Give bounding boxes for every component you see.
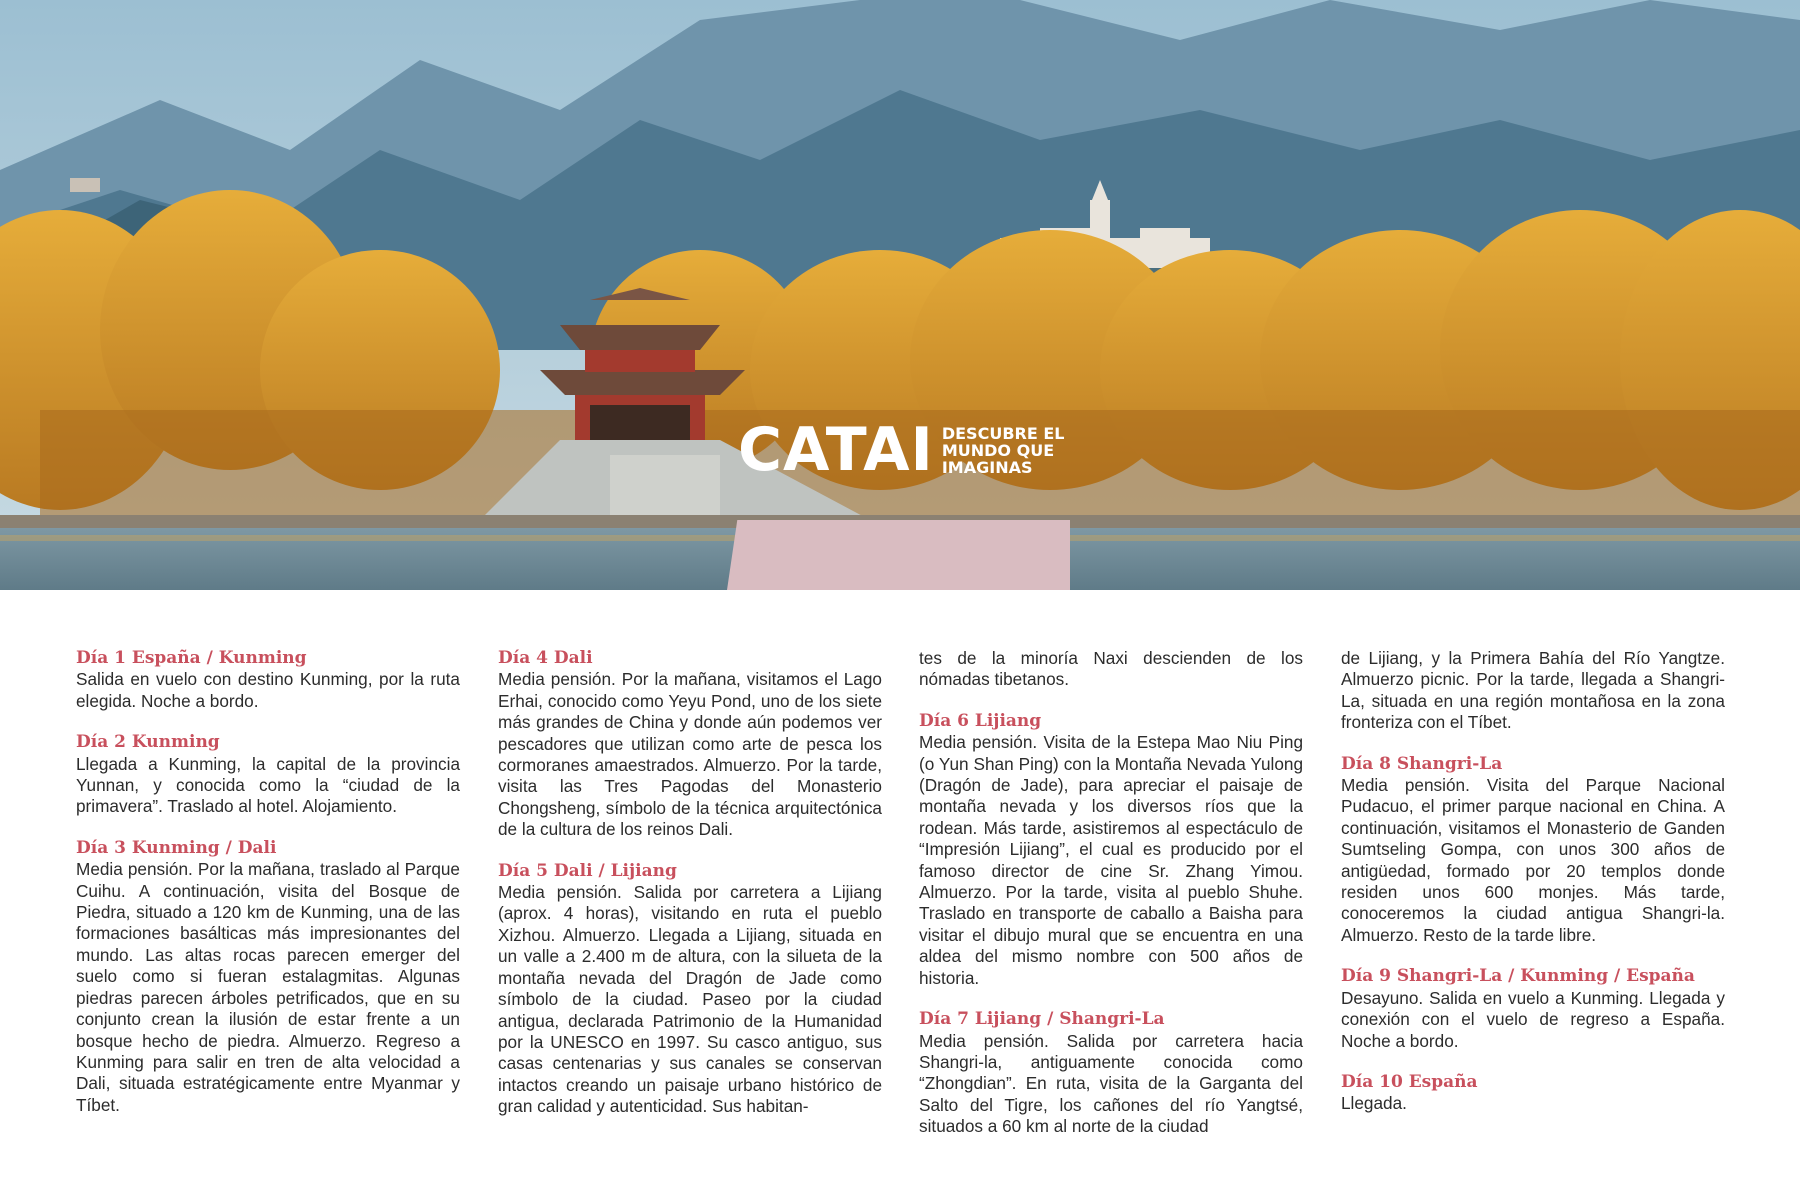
logo-wordmark: CATAI	[738, 415, 934, 485]
day-7	[919, 1009, 1303, 1137]
day-5-text-continued: tes de la minoría Naxi descienden de los nómadas tibetanos.	[919, 648, 1303, 690]
day-7-text: Media pensión. Salida por carretera hacia Shangri-la, antiguamente conocida como “Zhongdian”. En ruta, visita de la Garganta del Salto del Tigre, los cañones del río Yangtsé, situados a 60 km al norte de la ciudad	[919, 1030, 1303, 1137]
day-1-text: Salida en vuelo con destino Kunming, por la ruta elegida. Noche a bordo.	[76, 669, 460, 711]
day-4-text: Media pensión. Por la mañana, visitamos el Lago Erhai, conocido como Yeyu Pond, uno de los siete más grandes de China y donde aún podemos ver pescadores que utilizan como arte de pesca los cormoranes amaestrados. Almuerzo. Por la tarde, visita las Tres Pagodas del Monasterio Chongsheng, símbolo de la técnica arquitectónica de la cultura de los reinos Dali.	[498, 669, 882, 840]
day-6-title: Día 6 Lijiang	[919, 710, 1042, 731]
day-5	[498, 861, 882, 1118]
column-4	[1341, 648, 1725, 1135]
day-7-text-continued: de Lijiang, y la Primera Bahía del Río Yangtze. Almuerzo picnic. Por la tarde, llegada a Shangri-La, situada en una región montañosa en la zona fronteriza con el Tíbet.	[1341, 648, 1725, 733]
day-10-title: Día 10 España	[1341, 1071, 1478, 1092]
day-2-title: Día 2 Kunming	[76, 732, 220, 753]
column-3	[919, 648, 1303, 1158]
landscape-illustration	[0, 0, 1800, 590]
day-8-title: Día 8 Shangri-La	[1341, 753, 1503, 774]
day-9	[1341, 966, 1725, 1052]
day-8	[1341, 754, 1725, 947]
day-5-text: Media pensión. Salida por carretera a Lijiang (aprox. 4 horas), visitando en ruta el pueblo Xizhou. Almuerzo. Llegada a Lijiang, situada en un valle a 2.400 m de altura, con la silueta de la montaña nevada del Dragón de Jade como símbolo de la ciudad. Paseo por la ciudad antigua, declarada Patrimonio de la Humanidad por la UNESCO en 1997. Su casco antiguo, sus casas centenarias y sus canales se conservan intactos creando un paisaje urbano histórico de gran calidad y autenticidad. Sus habitan-	[498, 882, 882, 1117]
day-1-title: Día 1 España / Kunming	[76, 648, 307, 668]
day-9-title: Día 9 Shangri-La / Kunming / España	[1341, 966, 1695, 987]
hero-image	[0, 0, 1800, 590]
day-8-text: Media pensión. Visita del Parque Nacional Pudacuo, el primer parque nacional en China. A continuación, visitamos el Monasterio de Ganden Sumtseling Gompa, con unos 300 años de antigüedad, formado por 20 templos donde residen unos 600 monjes. Más tarde, conoceremos la ciudad antigua Shangri-la. Almuerzo. Resto de la tarde libre.	[1341, 775, 1725, 945]
day-10	[1341, 1072, 1725, 1115]
day-1	[76, 648, 460, 712]
day-3	[76, 838, 460, 1116]
column-2	[498, 648, 882, 1138]
column-1	[76, 648, 460, 1136]
day-4-title: Día 4 Dali	[498, 648, 593, 668]
decorative-tab	[727, 520, 1070, 590]
day-6-text: Media pensión. Visita de la Estepa Mao Niu Ping (o Yun Shan Ping) con la Montaña Nevada Yulong (Dragón de Jade), para apreciar el paisaje de montaña nevada y los diversos ríos que la rodean. Más tarde, asistiremos al espectáculo de “Impresión Lijiang”, el cual es producido por el famoso director de cine Sr. Zhang Yimou. Almuerzo. Por la tarde, visita al pueblo Shuhe. Traslado en transporte de caballo a Baisha para visitar el dibujo mural que se encuentra en una aldea del mismo nombre con 500 años de historia.	[919, 732, 1303, 988]
day-6	[919, 711, 1303, 989]
day-3-title: Día 3 Kunming / Dali	[76, 837, 277, 858]
day-9-text: Desayuno. Salida en vuelo a Kunming. Llegada y conexión con el vuelo de regreso a España. Noche a bordo.	[1341, 987, 1725, 1051]
day-10-text: Llegada.	[1341, 1093, 1407, 1114]
day-2	[76, 732, 460, 818]
day-7-title: Día 7 Lijiang / Shangri-La	[919, 1009, 1165, 1030]
catai-logo	[738, 415, 1066, 485]
logo-tagline: DESCUBRE EL MUNDO QUE IMAGINAS	[941, 425, 1065, 475]
day-2-text: Llegada a Kunming, la capital de la provincia Yunnan, y conocida como la “ciudad de la primavera”. Traslado al hotel. Alojamiento.	[76, 753, 460, 817]
itinerary-columns	[76, 648, 1726, 1168]
day-3-text: Media pensión. Por la mañana, traslado al Parque Cuihu. A continuación, visita del Bosque de Piedra, situado a 120 km de Kunming, una de las formaciones basálticas más impresionantes del mundo. Las altas rocas parecen emerger del suelo como si fueran estalagmitas. Algunas piedras parecen árboles petrificados, que en su conjunto crean la ilusión de estar frente a un bosque hecho de piedra. Almuerzo. Regreso a Kunming para salir en tren de alta velocidad a Dali, situada estratégicamente entre Myanmar y Tíbet.	[76, 859, 460, 1115]
day-5-title: Día 5 Dali / Lijiang	[498, 860, 677, 881]
day-4	[498, 648, 882, 841]
